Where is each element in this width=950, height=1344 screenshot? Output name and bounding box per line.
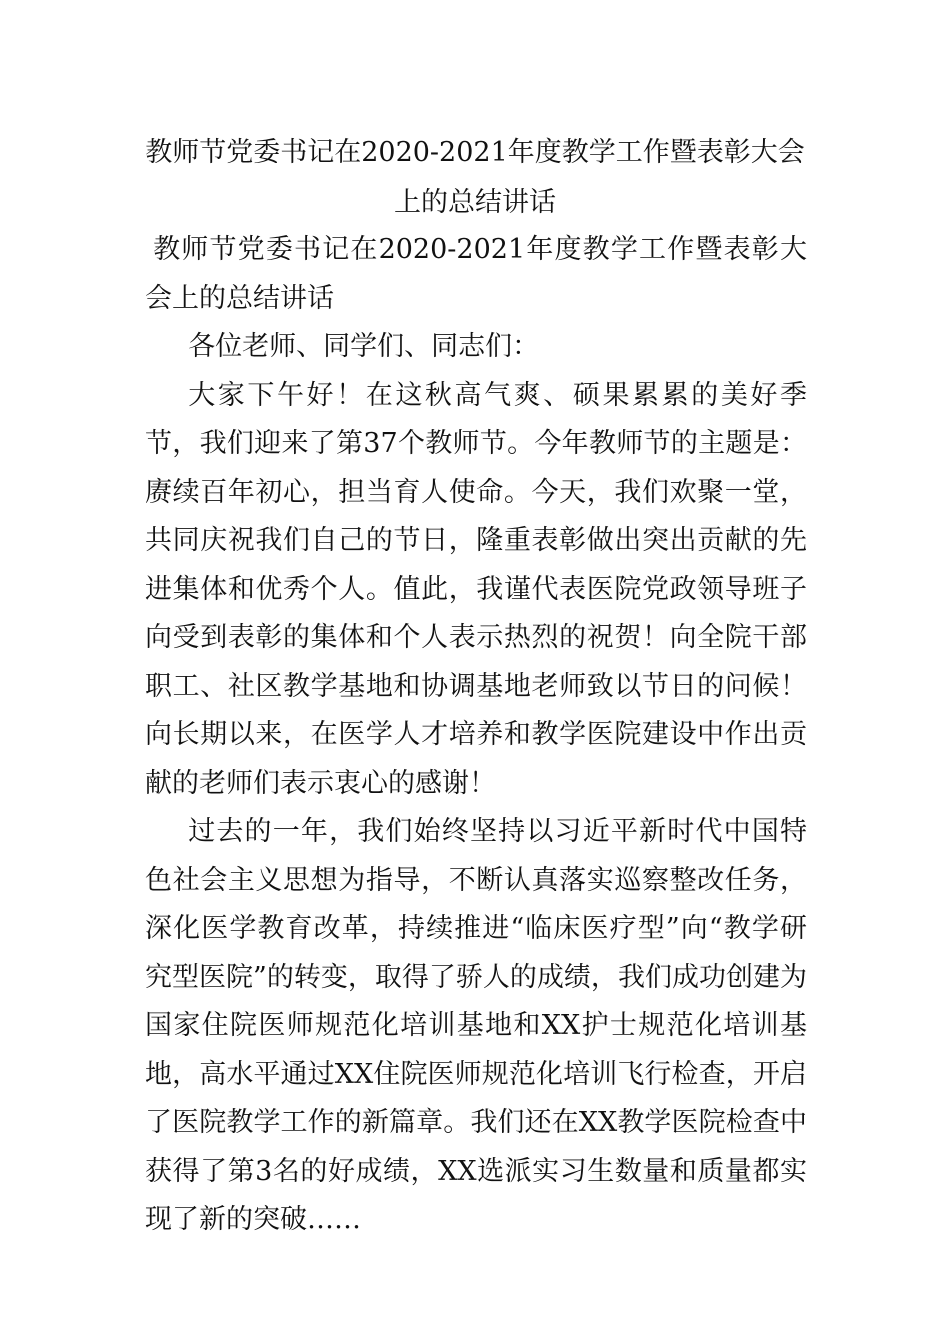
document-subtitle: 教师节党委书记在2020-2021年度教学工作暨表彰大会上的总结讲话 <box>145 234 807 314</box>
paragraph-salutation: 各位老师、同学们、同志们： <box>188 331 540 362</box>
paragraph-greeting: 大家下午好！在这秋高气爽、硕果累累的美好季节，我们迎来了第37个教师节。今年教师节的主题是：赓续百年初心，担当育人使命。今天，我们欢聚一堂，共同庆祝我们自己的节日，隆重表彰做出突出贡献的先进集体和优秀个人。值此，我谨代表医院党政领导班子向受到表彰的集体和个人表示热烈的祝贺！向全院干部职工、社区教学基地和协调基地老师致以节日的问候！向长期以来，在医学人才培养和教学医院建设中作出贡献的老师们表示衷心的感谢！ <box>145 379 807 799</box>
document-body <box>145 226 807 1245</box>
document-title: 教师节党委书记在2020-2021年度教学工作暨表彰大会上的总结讲话 <box>145 137 805 218</box>
paragraph-review: 过去的一年，我们始终坚持以习近平新时代中国特色社会主义思想为指导，不断认真落实巡察整改任务，深化医学教育改革，持续推进“临床医疗型”向“教学研究型医院”的转变，取得了骄人的成绩，我们成功创建为国家住院医师规范化培训基地和XX护士规范化培训基地，高水平通过XX住院医师规范化培训飞行检查，开启了医院教学工作的新篇章。我们还在XX教学医院检查中获得了第3名的好成绩，XX选派实习生数量和质量都实现了新的突破…… <box>145 816 807 1235</box>
